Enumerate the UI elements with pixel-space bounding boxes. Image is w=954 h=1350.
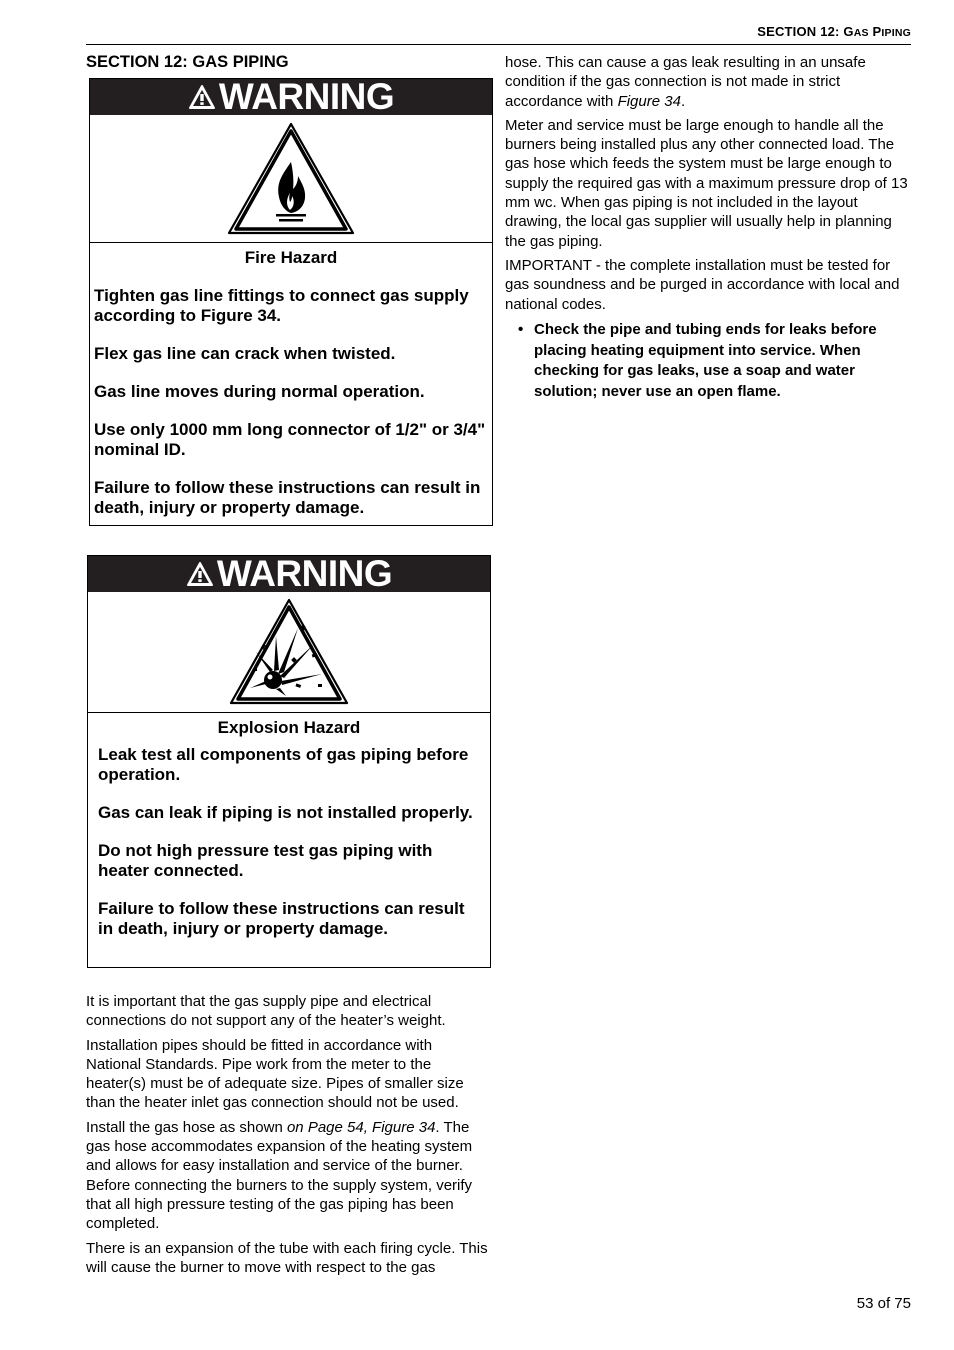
warning-line: Failure to follow these instructions can result in death, injury or property damage. [94,478,481,517]
running-header-text: SECTION 12: G [757,24,854,39]
warning-banner [90,76,492,117]
warning-line: Use only 1000 mm long connector of 1/2" or 3/4" nominal ID. [94,420,486,459]
figure-reference: on Page 54, Figure 34 [286,1118,436,1136]
warning-banner-text: WARNING [218,76,395,117]
running-header-text: P [868,24,882,39]
paragraph: There is an expansion of the tube with each firing cycle. This will cause the burner to move with respect to the gas [86,1239,488,1276]
bullet-dot: • [518,320,524,338]
fire-hazard-icon [224,119,358,239]
warning-triangle-icon [186,561,214,587]
figure-reference: Figure 34 [617,92,681,110]
paragraph-text: . The gas hose accommodates expansion of the heating system and allows for easy installation and service of the burner. Before connecting the burners to the supply system, verify that all high pressure testing of the gas piping has been completed. [86,1118,473,1233]
paragraph [86,1118,491,1234]
warning-triangle-icon [188,84,216,110]
paragraph-text: hose. This can cause a gas leak resulting in an unsafe condition if the gas connection is not made in strict accordance with [505,54,866,110]
hazard-icon-area [88,592,490,713]
header-rule [86,44,911,45]
running-header [86,24,911,39]
fire-warning-box [89,78,493,526]
section-title: SECTION 12: GAS PIPING [86,53,289,71]
warning-line: Do not high pressure test gas piping with heater connected. [98,841,433,880]
paragraph-text: . [680,92,686,110]
paragraph: It is important that the gas supply pipe and electrical connections do not support any of the heater’s weight. [86,993,446,1030]
paragraph-text: Install the gas hose as shown [86,1118,287,1136]
hazard-icon-area [90,115,492,243]
bullet-item [505,320,915,403]
warning-lines [88,738,490,939]
paragraph: IMPORTANT - the complete installation must be tested for gas soundness and be purged in accordance with local and national codes. [505,256,900,313]
warning-line: Failure to follow these instructions can result in death, injury or property damage. [98,899,465,938]
running-header-text: AS [853,27,869,39]
explosion-warning-box [87,555,491,968]
warning-line: Leak test all components of gas piping before operation. [98,745,469,784]
running-header-text: IPING [881,27,911,39]
explosion-hazard-icon [226,596,352,708]
bullet-text: Check the pipe and tubing ends for leaks before placing heating equipment into service. When checking for gas leaks, use a soap and water solution; never use an open flame. [534,320,877,400]
warning-banner-text: WARNING [216,553,393,594]
paragraph: Installation pipes should be fitted in accordance with National Standards. Pipe work from the meter to the heater(s) must be of adequate size. Pipes of smaller size than the heater inlet gas connection should not be used. [86,1036,464,1112]
paragraph: Meter and service must be large enough to handle all the burners being installed plus any other connected load. The gas hose which feeds the system must be large enough to supply the required gas with a maximum pressure drop of 13 mm wc. When gas piping is not included in the layout drawing, the local gas supplier will usually help in planning the gas piping. [505,116,908,250]
hazard-title: Fire Hazard [244,248,338,267]
warning-line: Gas line moves during normal operation. [94,382,425,401]
left-column-text [86,992,491,1282]
warning-banner [88,553,490,594]
page-number: 53 of 75 [856,1295,911,1312]
warning-line: Flex gas line can crack when twisted. [94,344,396,363]
hazard-title: Explosion Hazard [217,718,361,737]
right-column-text [505,53,915,403]
warning-lines [90,268,492,518]
warning-line: Gas can leak if piping is not installed properly. [98,803,473,822]
paragraph [505,53,915,111]
warning-line: Tighten gas line fittings to connect gas supply according to Figure 34. [94,286,469,325]
